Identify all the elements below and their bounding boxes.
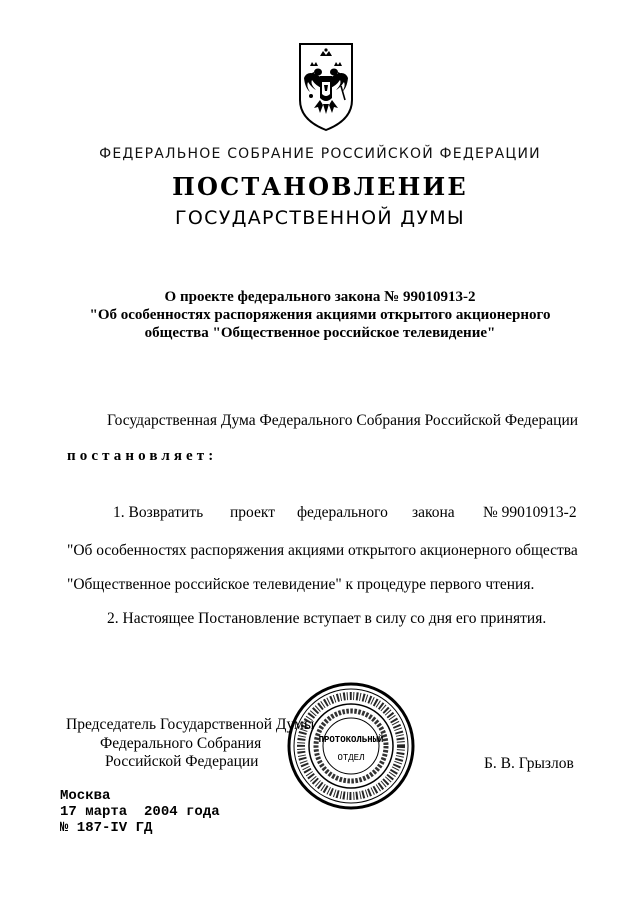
subject-line-3: общества "Общественное российское телевидение" [144, 325, 496, 341]
p1-word: проект [230, 504, 275, 521]
footer-place: Москва [60, 788, 111, 804]
subject-line-2: "Об особенностях распоряжения акциями открытого акционерного [89, 307, 551, 323]
org-header: ФЕДЕРАЛЬНОЕ СОБРАНИЕ РОССИЙСКОЙ ФЕДЕРАЦИИ [99, 146, 541, 162]
signatory-title-line-2: Федерального Собрания [100, 735, 262, 752]
p1-word: федерального [297, 504, 388, 521]
document-issuer: ГОСУДАРСТВЕННОЙ ДУМЫ [175, 207, 465, 229]
coat-of-arms-emblem [294, 42, 358, 132]
footer-registration-number: № 187-IV ГД [60, 820, 153, 836]
intro-paragraph: Государственная Дума Федерального Собрания Российской Федерации [107, 412, 579, 429]
subject-line-1: О проекте федерального закона № 99010913-2 [164, 289, 476, 305]
official-seal-stamp [281, 680, 421, 812]
signatory-title-line-1: Председатель Государственной Думы [66, 716, 315, 733]
stamp-center-top: ПРОТОКОЛЬНЫЙ [318, 735, 384, 745]
signatory-name: Б. В. Грызлов [484, 755, 574, 772]
stamp-center-bottom: ОТДЕЛ [337, 753, 365, 763]
paragraph-2: 2. Настоящее Постановление вступает в силу со дня его принятия. [107, 610, 547, 627]
paragraph-1-line-3: "Общественное российское телевидение" к процедуре первого чтения. [67, 576, 535, 593]
p1-word: № 99010913-2 [483, 504, 577, 521]
signatory-title-line-3: Российской Федерации [105, 753, 259, 770]
footer-date: 17 марта 2004 года [60, 804, 220, 820]
paragraph-1-line-2: "Об особенностях распоряжения акциями открытого акционерного общества [67, 542, 578, 559]
p1-word: 1. Возвратить [113, 504, 204, 521]
document-type-title: ПОСТАНОВЛЕНИЕ [172, 172, 468, 201]
p1-word: закона [412, 504, 455, 521]
resolution-verb: постановляет: [67, 448, 218, 464]
